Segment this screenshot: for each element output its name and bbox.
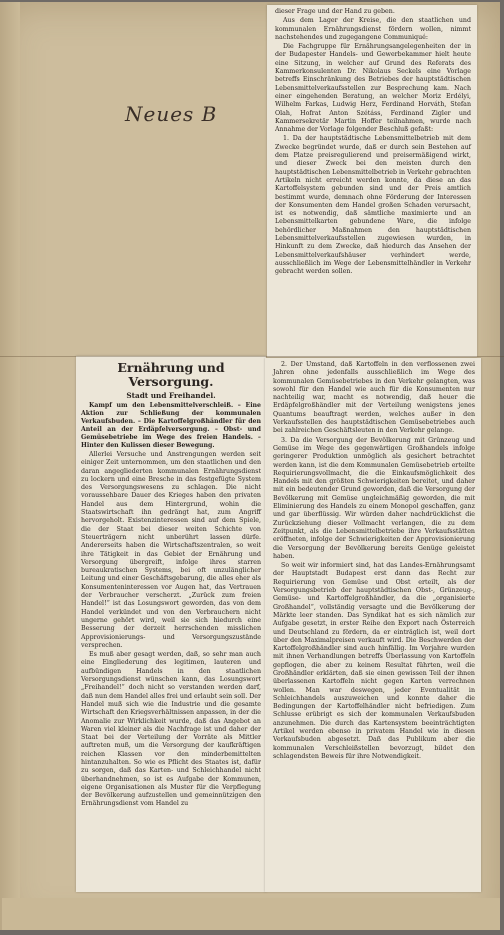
article-headline: Ernährung und Versorgung. bbox=[117, 360, 225, 389]
article-lede: Kampf um den Lebensmittelverschleiß. – Eine Aktion zur Schließung der kommunalen Verkaufsbuden. – Die Kartoffelgroßhändler für den Anteil an der Erdäpfelversorgung. – Obst- und Gemüsebetriebe im Wege des freien Handels. – Hinter den Kulissen dieser Bewegung. bbox=[81, 402, 261, 449]
top-right-clipping bbox=[267, 5, 477, 357]
article-paragraph: Allerlei Versuche und Anstrengungen werden seit einiger Zeit unternommen, um den staatlichen und den daran angegliederten kommunalen Ernährungsdienst zu lockern und eine Bresche in das festgefügte System des Versorgungswesens zu schlagen. Die nicht voraussehbare Dauer des Krieges haben den privaten Handel aus dem Hintergrund, wohin die Staatswirtschaft ihn gedrängt hat, zum Angriff hervorgeholt. Existenzinteressen sind auf dem Spiele, die der Staat bei dieser weiten Schichte von Steuerträgern nicht unberührt lassen dürfe. Andererseits haben die Wirtschaftszentralen, so weit ihre Tätigkeit in das Gebiet der Ernährung und Versorgung übergreift, infolge ihres starren bureaukratischen Systems, bei oft unzulänglicher Leitung und einer Geschäftsgebarung, die alles eher als Konsumenteninteressen vor Augen hat, das Vertrauen der Verbraucher verscherzt. „Zurück zum freien Handel!“ ist das Losungswort geworden, das von dem Handel verkündet und von den Verbrauchern nicht ungerne gehört wird, weil sie sich hiedurch eine Besserung der derzeit herrschenden misslichen Approvisionierungs- und Versorgungszustände versprechen. bbox=[81, 451, 261, 649]
right-clipping-paragraph: 2. Der Umstand, daß Kartoffeln in den verflossenen zwei Jahren ohne jedenfalls ausschließlich im Wege des kommunalen Gemüsebetriebes in den Verkehr gelangten, was sowohl für den Handel wie auch für die Konsumenten nur nachteilig war, macht es notwendig, daß heuer die Erdäpfelgroßhändler mit der Verteilung wenigstens jenes Quantums beauftragt werden, welches außer in den Verkaufsstellen des hauptstädtischen Gemüsebetriebes auch bei zahlreichen Geschäftsleuten in den Verkehr gelange. bbox=[273, 361, 475, 435]
top-clipping-paragraph: 1. Da der hauptstädtische Lebensmittelbetrieb mit dem Zwecke begründet wurde, daß er durch sein Bestehen auf dem Platze preisregulierend und preisermäßigend wirkt, und dieser Zweck bei den meisten durch den hauptstädtischen Lebensmittelbetrieb in Verkehr gebrachten Artikeln nicht erreicht werden konnte, da diese an das Kartoffelsystem gebunden sind und der Preis amtlich bestimmt wurde, demnach ohne Förderung der Interessen der Konsumenten dem Handel großen Schaden verursacht, ist es notwendig, daß sämtliche maximierte und an Lebensmittelkarten gebundene Ware, die infolge behördlicher Maßnahmen den hauptstädtischen Lebensmittelverkaufsstellen zugewiesen wurden, in Hinkunft zu dem Zwecke, daß hiedurch das Ansehen der Lebensmittelverkaufshäuser verhindert werde, ausschließlich im Wege der Lebensmittelhändler in Verkehr gebracht werden sollen. bbox=[275, 135, 471, 276]
top-clipping-paragraph: Die Fachgruppe für Ernährungsangelegenheiten der in der Budapester Handels- und Gewerbekammer hielt heute eine Sitzung, in welcher auf Grund des Referats des Kammerkonsulenten Dr. Nikolaus Seckels eine Vorlage betreffs Einschränkung des Betriebes der hauptstädtischen Lebensmittelverkaufsstellen zur Besprechung kam. Nach einer eingehenden Beratung, an welcher Moriz Erdélyi, Wilhelm Farkas, Ludwig Herz, Ferdinand Horváth, Stefan Olah, Hofrat Anton Szétáss, Ferdinand Zigler und Kammersekretär Martin Hoffer teilnahmen, wurde nach Annahme der Vorlage folgender Beschluß gefaßt: bbox=[275, 43, 471, 134]
left-article-clipping bbox=[76, 356, 266, 892]
bottom-paper-edge bbox=[2, 898, 500, 930]
left-paper-edge bbox=[0, 2, 20, 930]
handwritten-note: Neues B bbox=[125, 102, 218, 126]
top-clipping-paragraph: Aus dem Lager der Kreise, die den staatlichen und kommunalen Ernährungsdienst fördern wollen, nimmt nachstehendes und zugegangene Communiqué: bbox=[275, 17, 471, 41]
article-paragraph: Es muß aber gesagt werden, daß, so sehr man auch eine Eingliederung des legitimen, lauteren und aufbündigen Handels in den staatlichen Versorgungsdienst wünschen kann, das Losungswort „Freihandel!“ doch nicht so verstanden werden darf, daß nun dem Handel alles frei und erlaubt sein soll. Der Handel muß sich wie die Industrie und die gesamte Wirtschaft den Kriegsverhältnissen anpassen, in der die Anomalie zur Wirklichkeit wurde, daß das Angebot an Waren viel kleiner als die Nachfrage ist und daher der Staat bei der Verteilung der Vorräte als Mittler auftreten muß, um die Versorgung der kaufkräftigen reichen Klassen vor den minderbemittelten hintanzuhalten. So wie es Pflicht des Staates ist, dafür zu sorgen, daß das Karten- und Schleichhandel nicht überhandnehmen, so ist es Aufgabe der Kommunen, eigene Organisationen als Muster für die Verpflegung der Bevölkerung aufzustellen und gemeinnützigen den Ernährungsdienst vom Handel zu bbox=[81, 651, 261, 808]
clipping-divider bbox=[0, 356, 504, 357]
top-clipping-paragraph: dieser Frage und der Hand zu geben. bbox=[275, 8, 395, 15]
right-clipping-paragraph: 3. Da die Versorgung der Bevölkerung mit Grünzeug und Gemüse im Wege des gegenwärtigen Großhandels infolge geringerer Produktion unmöglich als gesichert betrachtet werden kann, ist die dem Kommunalen Gemüsebetrieb erteilte Requirierungsvollmacht, die die Einkaufsmöglichkeit des Handels mit den größten Schwierigkeiten bereitet, und daher mit ein bedeutender Grund geworden, daß die Versorgung der Bevölkerung mit Gemüse ungleichmäßig geworden, die mit Eliminierung des Handels zu einem Monopol geschaffen, ganz und gar überflüssig. Wir würden daher nachdrücklichst die Zurückziehung dieser Vollmacht verlangen, die zu dem Zeitpunkt, als die Lebensmittelbetriebe ihre Verkaufsstätten eröffneten, infolge der Schwierigkeiten der Approvisionierung die Versorgung der Bevölkerung bereits Genüge geleistet haben. bbox=[273, 436, 475, 560]
right-article-clipping bbox=[265, 358, 481, 892]
right-clipping-paragraph: So weit wir informiert sind, hat das Landes-Ernährungsamt der Hauptstadt Budapest erst dann das Recht zur Requirierung von Gemüse und Obst erteilt, als der Versorgungsbetrieb der hauptstädtischen Obst-, Grünzeug-, Gemüse- und Kartoffelgroßhändler, da die „organisierte Großhandel“, vollständig versagte und die Bevölkerung der Märkte leer standen. Das Syndikat hat es sich nämlich zur Aufgabe gesetzt, in erster Reihe den Export nach Österreich und Deutschland zu fördern, da er einträglich ist, weil dort über den Maximalpreisen verkauft wird. Die Beschwerden der Kartoffelgroßhändler sind auch hinfällig. Im Vorjahre wurden mit ihnen Verhandlungen betreffs Überlassung von Kartoffeln gepflogen, die aber zu keinem Resultat führten, weil die Großhändler erklärten, daß sie einen gewissen Teil der ihnen überlassenen Kartoffeln nicht gegen Karten verrechnen wollen. Man war deswegen, jeder Eventualität in Schleichhandels auszuweichen und konnte daher die Bedingungen der Kartoffelhändler nicht befriedigen. Zum Schlusse erübrigt es sich der kommunalen Verkaufsbuden anzunehmen. Die durch das Kartensystem beeinträchtigten Artikel werden ebenso in privatem Handel wie in diesen Verkaufsbuden abgesetzt. Daß das Publikum aber die kommunalen Verschleißstellen bevorzugt, bildet den schlagendsten Beweis für ihre Notwendigkeit. bbox=[273, 562, 475, 760]
article-subheadline: Stadt und Freihandel. bbox=[126, 391, 216, 400]
